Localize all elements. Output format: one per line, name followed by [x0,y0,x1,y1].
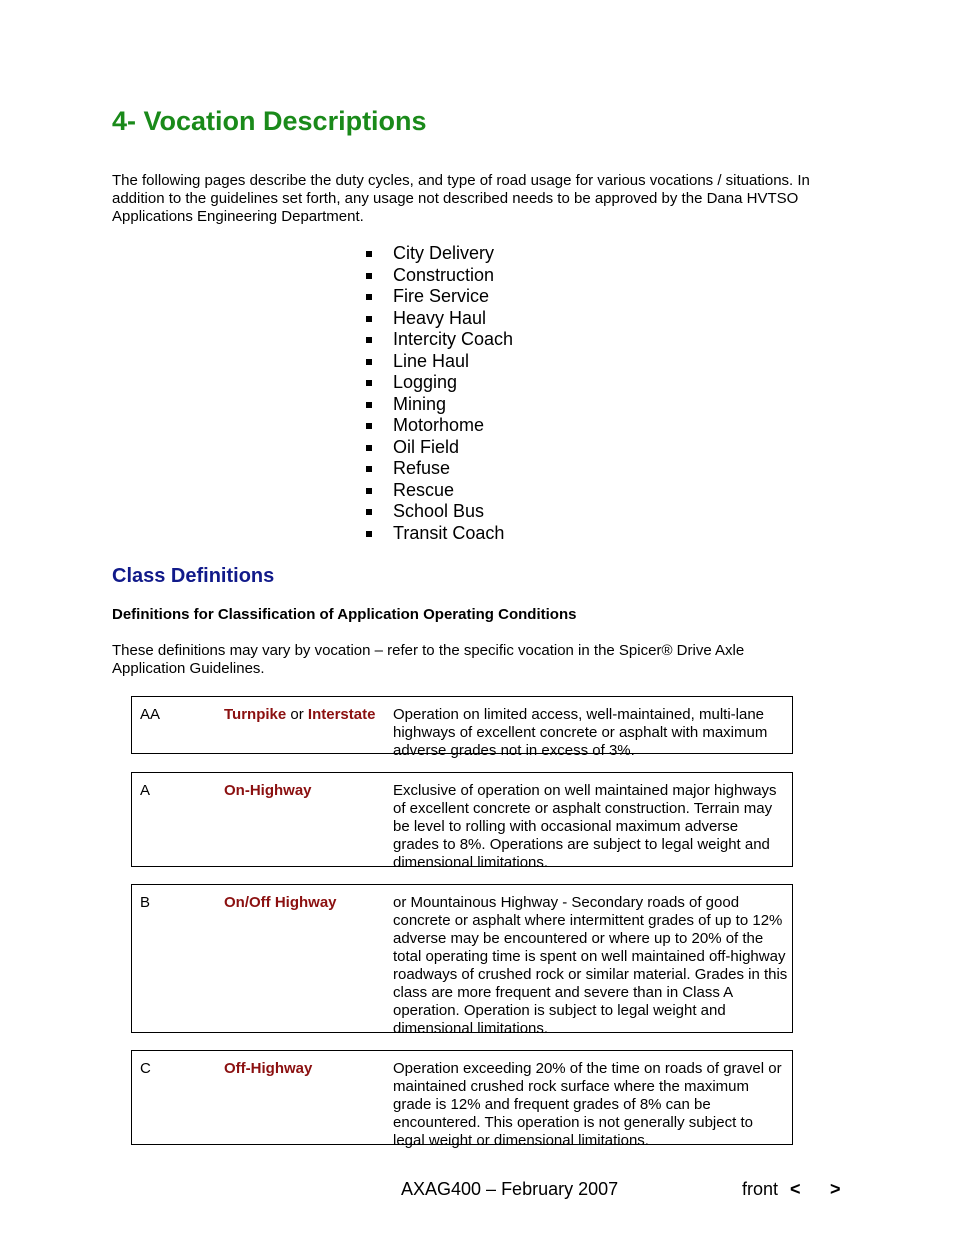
list-item: Line Haul [360,351,513,373]
list-item: Logging [360,372,513,394]
class-name: Turnpike or Interstate [224,706,376,723]
list-item: Heavy Haul [360,308,513,330]
square-bullet-icon [366,488,372,494]
class-code: C [140,1060,151,1077]
square-bullet-icon [366,316,372,322]
section-heading: Class Definitions [112,565,275,587]
class-box-c [131,1050,793,1149]
footer-doc-id: AXAG400 – February 2007 [401,1179,619,1199]
square-bullet-icon [366,251,372,257]
next-page-link[interactable]: > [830,1179,841,1199]
list-item: Construction [360,265,513,287]
class-name: On/Off Highway [224,894,337,911]
class-name: On-Highway [224,782,312,799]
list-item: Rescue [360,480,513,502]
square-bullet-icon [366,337,372,343]
list-item: Motorhome [360,415,513,437]
list-item: Oil Field [360,437,513,459]
class-name: Off-Highway [224,1060,313,1077]
list-item: Transit Coach [360,523,513,545]
square-bullet-icon [366,380,372,386]
square-bullet-icon [366,466,372,472]
class-code: A [140,782,151,799]
prev-page-link[interactable]: < [790,1179,801,1199]
square-bullet-icon [366,273,372,279]
square-bullet-icon [366,294,372,300]
class-description: or Mountainous Highway - Secondary roads of good concrete or asphalt where intermittent grades of up to 12% adverse may be encountered or where up to 20% of the total operating time is spent on well maintained off-highway roadways of crushed rock or similar material. Grades in this class are more frequent and severe than in Class A operation. Operation is subject to legal weight and dimensional limitations. [393,894,788,1037]
class-box-b [131,884,793,1037]
vocation-list [360,243,513,544]
class-code: B [140,894,151,911]
section-subheading: Definitions for Classification of Application Operating Conditions [112,606,577,623]
list-item: Intercity Coach [360,329,513,351]
class-description: Exclusive of operation on well maintained major highways of excellent concrete or asphalt construction. Terrain may be level to rolling with occasional maximum adverse grades to 8%. Operations are subject to legal weight and dimensional limitations. [393,782,777,871]
list-item: School Bus [360,501,513,523]
class-description: Operation exceeding 20% of the time on roads of gravel or maintained crushed rock surface where the maximum grade is 12% and frequent grades of 8% can be encountered. This operation is not generally subject to legal weight or dimensional limitations. [393,1060,782,1149]
square-bullet-icon [366,445,372,451]
square-bullet-icon [366,359,372,365]
intro-paragraph: The following pages describe the duty cycles, and type of road usage for various vocations / situations. In addition to the guidelines set forth, any usage not described needs to be approved by the Dana HVTSO Applications Engineering Department. [112,172,810,225]
square-bullet-icon [366,402,372,408]
page-title: 4- Vocation Descriptions [112,106,427,136]
list-item: City Delivery [360,243,513,265]
class-code: AA [140,706,161,723]
square-bullet-icon [366,509,372,515]
square-bullet-icon [366,423,372,429]
list-item: Refuse [360,458,513,480]
class-box-a [131,772,793,871]
square-bullet-icon [366,531,372,537]
list-item: Mining [360,394,513,416]
class-description: Operation on limited access, well-maintained, multi-lane highways of excellent concrete or asphalt with maximum adverse grades not in excess of 3%. [393,706,768,759]
list-item: Fire Service [360,286,513,308]
section-note: These definitions may vary by vocation – refer to the specific vocation in the Spicer® Drive Axle Application Guidelines. [112,642,745,677]
front-link[interactable]: front [742,1179,779,1199]
class-box-aa [131,696,793,759]
